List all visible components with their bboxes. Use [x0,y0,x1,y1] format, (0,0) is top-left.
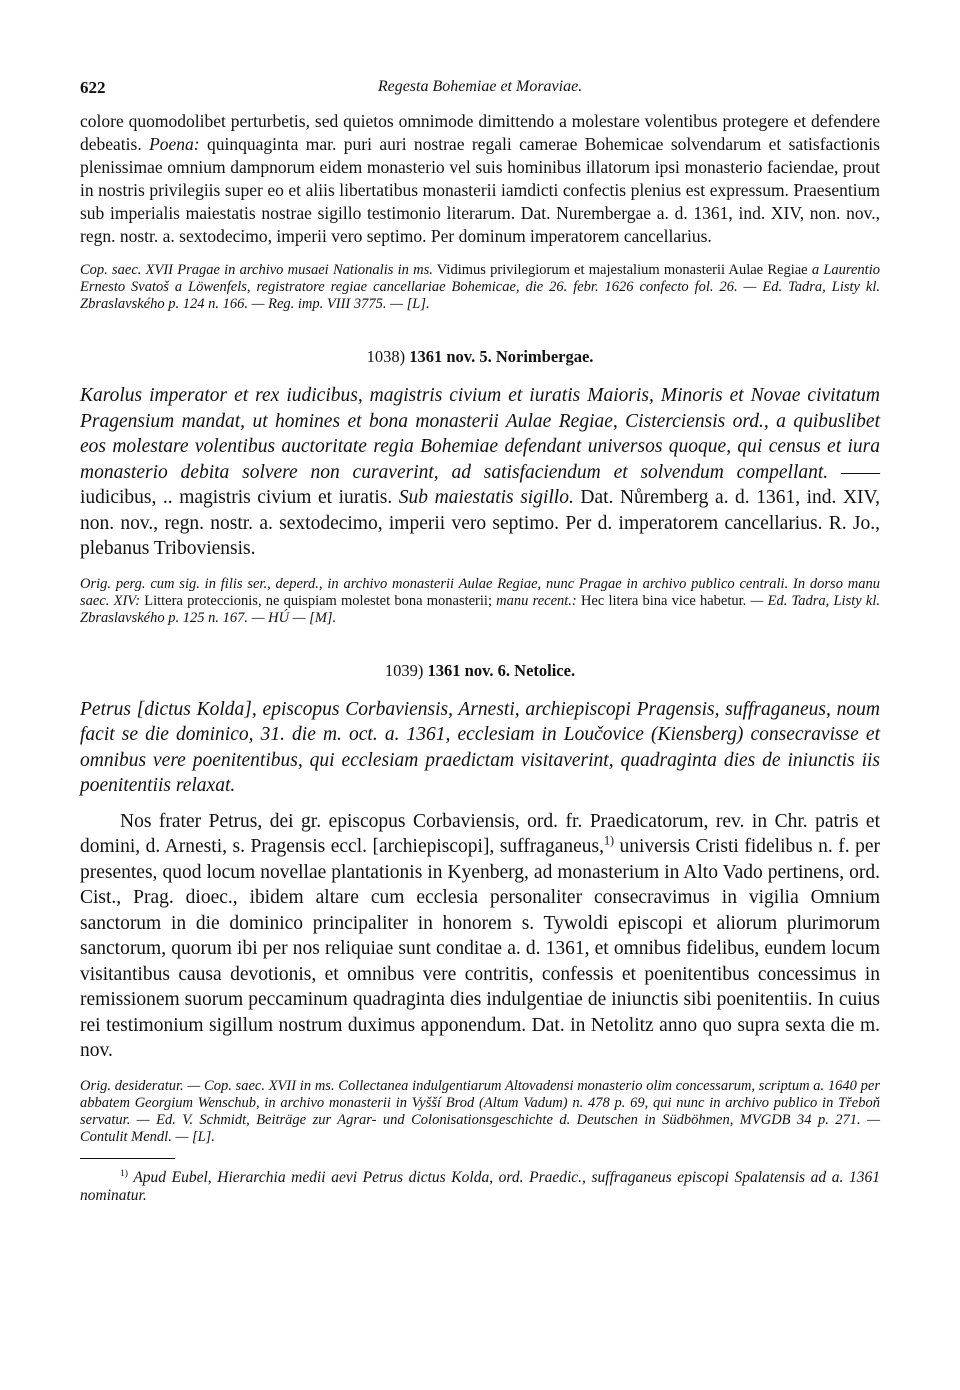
charter-heading-1038 [80,347,880,367]
footnote [80,1169,880,1205]
continuation-text [80,110,880,248]
abstract-1038: Karolus imperator et rex iudicibus, magistris civium et iuratis Maioris, Minoris et Novae civitatum Pragensium mandat, ut homines et bona monasterii Aulae Regiae, Cisterciensis ord., a quibuslibet eos molestare volentibus auctoritate regia Bohemiae defendant universos quoque, qui census et iura monasterio debita solvere non curaverint, ad satisfaciendum et solvendum compellant. [80,385,880,483]
abstract-1039: Petrus [dictus Kolda], episcopus Corbaviensis, Arnesti, archiepiscopi Pragensis, suffraganeus, noum facit se die dominico, 31. die m. oct. a. 1361, ecclesiam in Loučovice (Kiensberg) consecravisse et omnibus vere poenitentibus, qui ecclesiam praedictam visitaverint, quadraginta dies de iniunctis iis poenitentiis relaxat. [80,698,880,796]
page [80,70,880,1205]
page-number: 622 [80,78,106,97]
footnote-text: Apud Eubel, Hierarchia medii aevi Petrus dictus Kolda, ord. Praedic., suffraganeus episcopi Spalatensis ad a. 1361 nominatur. [80,1168,880,1204]
charter-text-1039 [80,809,880,1064]
page-header [80,70,880,110]
note-1037-italic-2: a Laurentio Ernesto Svatoš a Löwenfels, registratore regiae cancellariae Bohemicae, die 26. febr. 1626 confecto fol. 26. — Ed. Tadra, Listy kl. Zbraslavského p. 124 n. 166. — Reg. imp. VIII 3775. — [L]. [80,262,880,312]
running-title: Regesta Bohemiae et Moraviae. [377,78,583,95]
apparatus-note-1039 [80,1078,880,1146]
note-1039-italic: Orig. desideratur. — Cop. saec. XVII in ms. Collectanea indulgentiarum Altovadensi monasterio olim concessarum, scriptum a. 1640 per abbatem Georgium Wenschub, in archivo monasterii in Vyšší Brod (Altum Vadum) n. 478 p. 69, qui nunc in archivo publico in Třeboň servatur. — Ed. V. Schmidt, Beiträge zur Agrar- und Colonisationsgeschichte d. Deutschen in Südböhmen, MVGDB 34 p. 271. — Contulit Mendl. — [L]. [80,1077,880,1145]
continuation-text-b: quinquaginta mar. puri auri nostrae regali camerae Bohemicae solvendarum et satisfactionis plenissimae omnium dampnorum eidem monasterio vel suis hominibus illatorum ipsi monasterio faciendae, prout in nostris privilegiis super eo et aliis libertatibus monasterii iamdicti confectis plenius est expressum. Praesentium sub imperialis maiestatis nostrae sigillo testimonio literarum. Dat. Nurembergae a. d. 1361, ind. XIV, non. nov., regn. nostr. a. sextodecimo, imperii vero septimo. Per dominum imperatorem cancellarius. [80,134,880,246]
charter-date-1038: 1361 nov. 5. Norimbergae. [409,347,594,366]
poena-label: Poena: [149,134,200,154]
footnote-reference: 1) [603,833,615,848]
apparatus-note-1038 [80,576,880,627]
apparatus-note-1037 [80,262,880,313]
text-1038-a: —— iudicibus, .. magistris civium et iuratis. [80,461,880,508]
note-1038-italic-1: Orig. perg. cum sig. in filis ser., deperd., in archivo monasterii Aulae Regiae, nunc Pragae in archivo publico centrali. In dorso manu saec. XIV: [80,575,880,609]
note-1037-italic-1: Cop. saec. XVII Pragae in archivo musaei Nationalis in ms. [80,262,433,278]
note-1038-italic-3: — Ed. Tadra, Listy kl. Zbraslavského p. 125 n. 167. — HÚ — [M]. [80,592,880,626]
charter-number-1038: 1038) [366,347,406,366]
footnote-mark: 1) [120,1167,128,1179]
note-1037-roman-1: Vidimus privilegiorum et majestalium monasterii Aulae Regiae [432,262,812,278]
text-1038-b: Dat. Nůremberg a. d. 1361, ind. XIV, non. nov., regn. nostr. a. sextodecimo, imperii vero septimo. Per d. imperatorem cancellarius. R. Jo., plebanus Triboviensis. [80,487,880,559]
note-1038-italic-2: manu recent.: [496,592,577,609]
text-1039-a: Nos frater Petrus, dei gr. episcopus Corbaviensis, ord. fr. Praedicatorum, rev. in Chr. patris et domini, d. Arnesti, s. Pragensis eccl. [archiepiscopi], suffraganeus, [80,810,880,857]
footnote-separator [80,1158,175,1159]
note-1038-roman-1: Littera proteccionis, ne quispiam molestet bona monasterii; [140,592,497,609]
seal-1038: Sub maiestatis sigillo. [398,487,574,508]
charter-number-1039: 1039) [384,660,424,680]
charter-text-1038 [80,383,880,562]
charter-heading-1039 [80,661,880,681]
note-1038-roman-2: Hec litera bina vice habetur. [576,592,751,609]
continuation-text-a: colore quomodolibet perturbetis, sed quietos omnimode dimittendo a molestare volentibus protegere et defendere debeatis. [80,111,880,154]
text-1039-b: universis Cristi fidelibus n. f. per presentes, quod locum novellae plantationis in Kyenberg, ad monasterium in Alto Vado pertinens, ord. Cist., Prag. dioec., ibidem altare cum ecclesia personaliter consecravimus in vigilia Omnium sanctorum in die dominico principaliter in honorem s. Tywoldi episcopi et aliorum plurimorum sanctorum, quorum ibi per nos reliquiae sunt conditae a. d. 1361, et omnibus fidelibus, eundem locum visitantibus causa devotionis, et omnibus vere contritis, confessis et poenitentibus concessimus in remissionem suorum peccaminum quadraginta dies indulgentiae de iniunctis sibi poenitentiis. In cuius rei testimonium sigillum nostrum duximus apponendum. Dat. in Netolitz anno quo supra sexta die m. nov. [80,836,881,1061]
charter-date-1039: 1361 nov. 6. Netolice. [427,660,576,680]
